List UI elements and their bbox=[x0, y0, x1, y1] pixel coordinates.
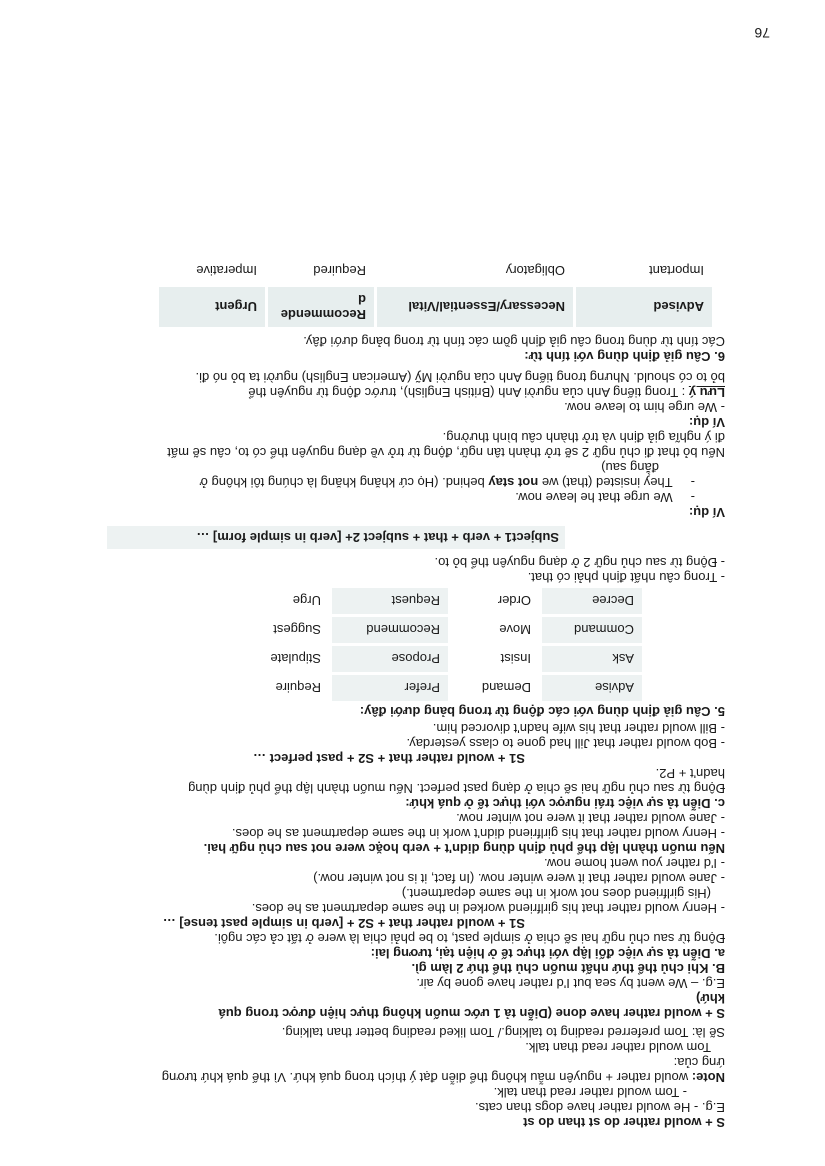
adjective-table bbox=[156, 255, 715, 330]
section-c-heading: c. Diễn tả sự việc trái ngược với thực tế ở quá khứ: bbox=[405, 796, 725, 811]
table-cell: Decree bbox=[542, 588, 642, 614]
table-cell: Suggest bbox=[221, 617, 329, 643]
table-cell: Advise bbox=[542, 675, 642, 701]
formula-box: Subject1 + verb + that + subject 2+ [verb in simple form] … bbox=[107, 526, 565, 549]
table-row bbox=[221, 675, 642, 701]
example-line: - Jane would rather that it were not winter now. bbox=[456, 811, 725, 826]
table-cell: Urgent bbox=[159, 287, 265, 327]
example-line: E.g. – We went by sea but I'd rather have gone by air. bbox=[416, 976, 725, 991]
table-cell: Important bbox=[576, 258, 712, 284]
table-cell: Request bbox=[332, 588, 448, 614]
note-label: Note: bbox=[691, 1070, 725, 1085]
luu-text: : Trong tiếng Anh của người Anh (British English), trước động từ nguyên thể bbox=[248, 385, 689, 400]
example-line: E.g. - He would rather have dogs than cats. bbox=[474, 1100, 725, 1115]
example-line: Sẽ là: Tom preferred reading to talking./ Tom liked reading better than talking. bbox=[281, 1025, 725, 1040]
note-line bbox=[65, 1070, 725, 1085]
table-cell: Required bbox=[268, 258, 374, 284]
table-cell: Require bbox=[221, 675, 329, 701]
table-cell: Move bbox=[451, 617, 539, 643]
note-line: - Động từ sau chủ ngữ 2 ở dạng nguyên thể bỏ to. bbox=[434, 555, 725, 570]
table-row bbox=[159, 258, 712, 284]
example-line: - I'd rather you went home now. bbox=[544, 856, 725, 871]
example-line: - We urge that he leave now. bbox=[515, 490, 695, 505]
table-cell: Urge bbox=[221, 588, 329, 614]
verb-table bbox=[218, 585, 645, 704]
heading-continuation: khứ) bbox=[696, 991, 725, 1006]
table-cell: Ask bbox=[542, 646, 642, 672]
example-bold: not stay bbox=[488, 475, 539, 490]
example-line: - They insisted (that) we not stay behind. (Họ cứ khăng khăng là chúng tôi không ở bbox=[199, 475, 695, 490]
section-a-heading: a. Diễn tả sự việc đối lập với thực tế ở hiện tại, tương lai: bbox=[370, 946, 725, 961]
heading-would-rather-have-done: S + would rather have done (Diễn tả 1 ước muốn không thực hiện được trong quá bbox=[218, 1006, 725, 1021]
section-6-heading: 6. Câu giả định dùng với tính từ: bbox=[524, 349, 725, 364]
table-cell: Prefer bbox=[332, 675, 448, 701]
heading-would-rather-do: S + would rather do st than do st bbox=[523, 1115, 725, 1130]
table-cell: Recommend bbox=[332, 617, 448, 643]
body-text: Nếu bỏ that đi chủ ngữ 2 sẽ trở thành tân ngữ, động từ trở về dạng nguyên thể có to, câu sẽ mất bbox=[167, 445, 725, 460]
body-text: đi ý nghĩa giả định và trở thành câu bình thường. bbox=[442, 430, 725, 445]
table-row bbox=[221, 646, 642, 672]
page-content bbox=[65, 255, 725, 1130]
example-line: - Bob would rather that Jill had gone to class yesterday. bbox=[406, 736, 725, 751]
body-text: Các tính từ dùng trong câu giả định gồm các tính từ trong bảng dưới đây. bbox=[303, 334, 725, 349]
example-line: đằng sau) bbox=[601, 460, 659, 475]
luu-label: Lưu ý bbox=[688, 385, 725, 400]
note-line: - Trong câu nhất định phải có that. bbox=[527, 570, 725, 585]
negative-heading: Nếu muốn thành lập thể phủ định dùng didn't + verb hoặc were not sau chủ ngữ hai. bbox=[203, 841, 725, 856]
example-line: Tom would rather read than talk. bbox=[525, 1040, 711, 1055]
body-text: Động từ sau chủ ngữ hai sẽ chia ở dạng past perfect. Nếu muốn thành lập thể phủ định dùng bbox=[188, 781, 725, 796]
formula-line: S1 + would rather that + S2 + [verb in simple past tense] … bbox=[162, 916, 525, 931]
table-cell: Propose bbox=[332, 646, 448, 672]
example-line: - Tom would rather read than talk. bbox=[493, 1085, 687, 1100]
table-row bbox=[221, 588, 642, 614]
table-cell: Stipulate bbox=[221, 646, 329, 672]
body-text: hadn't + P2. bbox=[655, 766, 725, 781]
table-row bbox=[159, 287, 712, 327]
table-cell: Recommende d bbox=[268, 287, 374, 327]
table-row bbox=[221, 617, 642, 643]
note-line: ứng của: bbox=[673, 1055, 725, 1070]
example-line: - Jane would rather that it were winter now. (In fact, it is not winter now.) bbox=[313, 871, 725, 886]
table-cell: Necessary/Essential/Vital bbox=[377, 287, 573, 327]
example-text: We urge that he leave now. bbox=[515, 490, 673, 505]
table-cell: Order bbox=[451, 588, 539, 614]
table-cell: Imperative bbox=[159, 258, 265, 284]
note-line: bỏ to có should. Nhưng trong tiếng Anh của người Mỹ (American English) người ta bỏ nó đi. bbox=[195, 370, 725, 385]
example-line: - We urge him to leave now. bbox=[564, 400, 725, 415]
table-cell: Obligatory bbox=[377, 258, 573, 284]
vidu-label: Ví dụ: bbox=[688, 505, 725, 520]
table-cell: Insist bbox=[451, 646, 539, 672]
section-5-heading: 5. Câu giả định dùng với các động từ trong bảng dưới đây: bbox=[359, 704, 725, 719]
section-b-heading: B. Khi chủ thể thứ nhất muốn chủ thể thứ 2 làm gì. bbox=[411, 961, 725, 976]
page-number: 76 bbox=[754, 25, 770, 41]
table-cell: Command bbox=[542, 617, 642, 643]
formula-line: S1 + would rather that + S2 + past perfect … bbox=[253, 751, 525, 766]
example-line: - Bill would rather that his wife hadn't divorced him. bbox=[432, 721, 725, 736]
example-line: (His girlfriend does not work in the same department.) bbox=[401, 886, 711, 901]
example-text: behind. (Họ cứ khăng khăng là chúng tôi không ở bbox=[199, 475, 489, 490]
table-cell: Demand bbox=[451, 675, 539, 701]
example-line: - Henry would rather that his girlfriend didn't work in the same department as he does. bbox=[231, 826, 725, 841]
table-cell: Advised bbox=[576, 287, 712, 327]
example-line: - Henry would rather that his girlfriend worked in the same department as he does. bbox=[251, 901, 725, 916]
example-text: They insisted (that) we bbox=[538, 475, 673, 490]
body-text: Động từ sau chủ ngữ hai sẽ chia ở simple past, to be phải chia là were ở tất cả các ngôi. bbox=[214, 931, 725, 946]
vidu-label: Ví dụ: bbox=[688, 415, 725, 430]
note-line bbox=[65, 385, 725, 400]
note-text: would rather + nguyên mẫu không thể diễn đạt ý thích trong quá khứ. Vì thế quá khứ tương bbox=[161, 1070, 692, 1085]
